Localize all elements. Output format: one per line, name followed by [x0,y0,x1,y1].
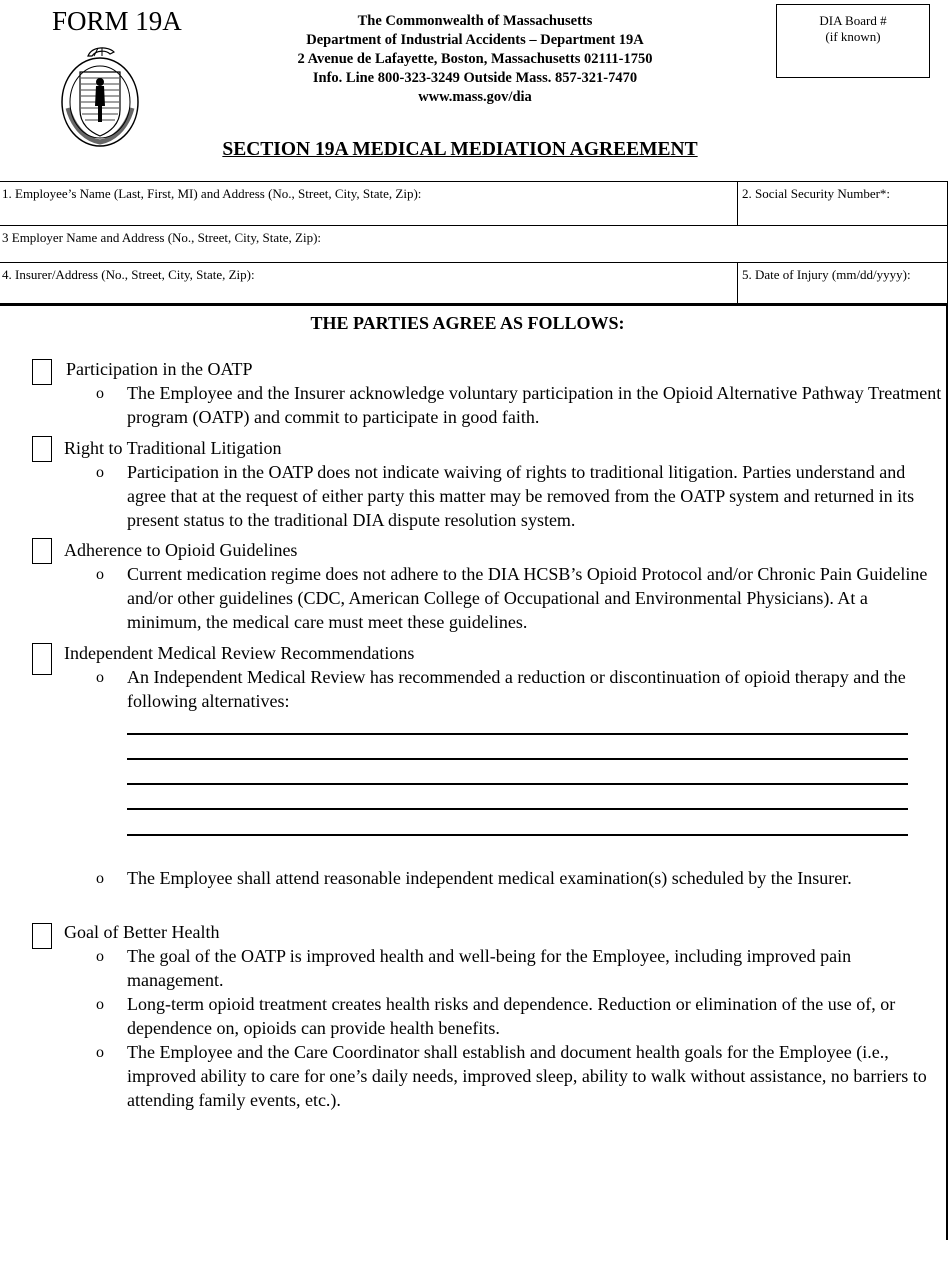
bullet-marker: o [96,870,104,887]
section-bullet: The Employee shall attend reasonable independent medical examination(s) scheduled by the Insurer. [127,868,852,888]
agreement-heading: THE PARTIES AGREE AS FOLLOWS: [310,313,625,333]
section-title: Goal of Better Health [64,922,220,942]
employer-name-address-field[interactable]: 3 Employer Name and Address (No., Street, City, State, Zip): [2,230,322,245]
agency-line: Info. Line 800-323-3249 Outside Mass. 857-321-7470 [312,70,638,86]
massachusetts-seal-icon [58,42,142,148]
litigation-checkbox[interactable] [32,436,52,462]
alternatives-input-line[interactable] [127,758,908,760]
bullet-marker: o [96,669,104,686]
ssn-field[interactable]: 2. Social Security Number*: [742,186,891,201]
right-border-line [946,306,948,1240]
section-bullet: Participation in the OATP does not indicate waiving of rights to traditional litigation. Parties understand and agree that at the request of either party this matter may be removed from the OATP system and returned in its present status to the traditional DIA dispute resolution system. [127,462,915,530]
date-of-injury-field[interactable]: 5. Date of Injury (mm/dd/yyyy): [742,267,911,282]
section-bullet: Current medication regime does not adhere to the DIA HCSB’s Opioid Protocol and/or Chronic Pain Guideline and/or other guidelines (CDC, American College of Occupational and Environmental Physicians). At a minimum, the medical care must meet these guidelines. [127,564,928,632]
injury-date-cell [737,263,948,303]
ssn-cell [737,182,948,225]
agency-line: The Commonwealth of Massachusetts [357,13,593,29]
participation-checkbox[interactable] [32,359,52,385]
section-title: Participation in the OATP [66,359,253,379]
form-number: FORM 19A [52,6,182,36]
employer-row [0,226,948,263]
agency-line: Department of Industrial Accidents – Department 19A [306,32,644,48]
guidelines-checkbox[interactable] [32,538,52,564]
better-health-checkbox[interactable] [32,923,52,949]
insurer-row [0,263,948,306]
bullet-marker: o [96,1044,104,1061]
party-info-table [0,181,948,306]
agency-line: 2 Avenue de Lafayette, Boston, Massachusetts 02111-1750 [297,51,653,67]
employee-name-address-field[interactable]: 1. Employee’s Name (Last, First, MI) and Address (No., Street, City, State, Zip): [2,186,422,201]
alternatives-input-line[interactable] [127,834,908,836]
section-bullet: An Independent Medical Review has recommended a reduction or discontinuation of opioid therapy and the following alternatives: [127,667,906,711]
section-title: Independent Medical Review Recommendations [64,643,415,663]
section-bullet: The Employee and the Care Coordinator shall establish and document health goals for the Employee (i.e., improved ability to care for one’s daily needs, improved sleep, ability to walk without assistance, no barriers to attending family events, etc.). [127,1042,927,1110]
alternatives-input-line[interactable] [127,783,908,785]
bullet-marker: o [96,948,104,965]
board-box-label: DIA Board # [819,13,887,28]
alternatives-input-line[interactable] [127,733,908,735]
board-box-sublabel: (if known) [825,29,881,44]
page-title: SECTION 19A MEDICAL MEDIATION AGREEMENT [222,139,698,160]
insurer-address-field[interactable]: 4. Insurer/Address (No., Street, City, State, Zip): [2,267,255,282]
bullet-marker: o [96,464,104,481]
agency-address-block [250,12,700,107]
review-checkbox[interactable] [32,643,52,675]
section-bullet: Long-term opioid treatment creates health risks and dependence. Reduction or elimination of the use of, or dependence on, opioids can provide health benefits. [127,994,896,1038]
dia-board-number-field[interactable] [776,4,930,78]
section-bullet: The goal of the OATP is improved health and well-being for the Employee, including improved pain management. [127,946,852,990]
employee-row [0,182,948,226]
alternatives-input-line[interactable] [127,808,908,810]
section-bullet: The Employee and the Insurer acknowledge voluntary participation in the Opioid Alternative Pathway Treatment program (OATP) and commit to participate in good faith. [127,383,942,427]
agency-website: www.mass.gov/dia [418,89,532,105]
bullet-marker: o [96,996,104,1013]
bullet-marker: o [96,385,104,402]
section-title: Adherence to Opioid Guidelines [64,540,298,560]
section-title: Right to Traditional Litigation [64,438,282,458]
bullet-marker: o [96,566,104,583]
